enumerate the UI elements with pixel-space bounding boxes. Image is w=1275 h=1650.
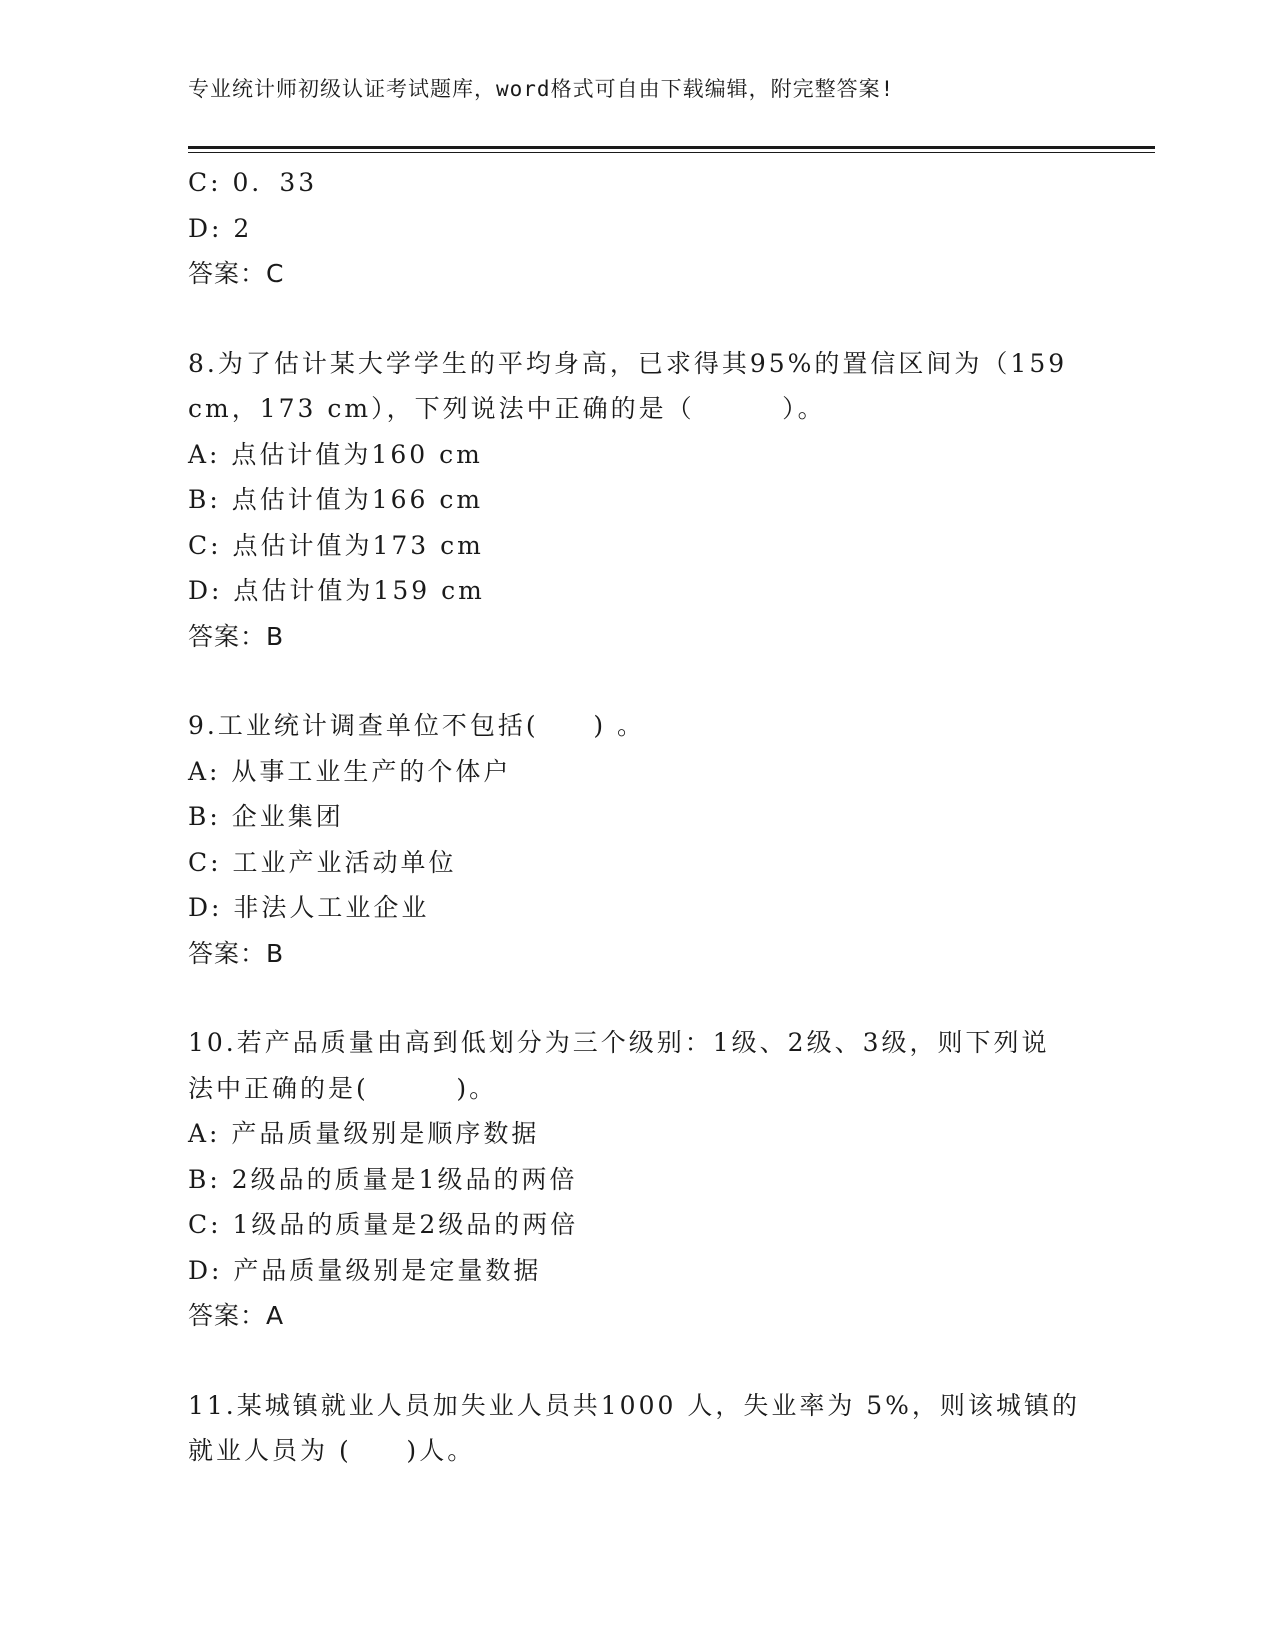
option-c: C: 1级品的质量是2级品的两倍 bbox=[188, 1210, 579, 1239]
answer-line: 答案：B bbox=[188, 938, 285, 968]
block-spacer bbox=[188, 659, 1148, 703]
question-block-8 bbox=[188, 341, 1148, 660]
question-text-cont: cm，173 cm），下列说法中正确的是（ ）。 bbox=[188, 394, 826, 423]
page-header: 专业统计师初级认证考试题库，word格式可自由下载编辑，附完整答案! bbox=[188, 77, 895, 101]
question-block-7 bbox=[188, 160, 1148, 297]
question-text-cont: 就业人员为 ( )人。 bbox=[188, 1436, 476, 1465]
option-a: A: 产品质量级别是顺序数据 bbox=[188, 1119, 540, 1148]
option-d: D: 点估计值为159 cm bbox=[188, 576, 485, 605]
question-text-cont: 法中正确的是( )。 bbox=[188, 1073, 498, 1103]
answer-line: 答案：C bbox=[188, 259, 285, 288]
option-b: B: 企业集团 bbox=[188, 802, 344, 831]
answer-line: 答案：A bbox=[188, 1301, 285, 1330]
block-spacer bbox=[188, 976, 1148, 1020]
question-block-11 bbox=[188, 1383, 1148, 1474]
option-c: C: 工业产业活动单位 bbox=[188, 847, 457, 877]
option-d: D: 2 bbox=[188, 213, 253, 243]
header-rule-thin bbox=[188, 152, 1155, 153]
option-a: A: 点估计值为160 cm bbox=[188, 439, 483, 469]
question-text: 9.工业统计调查单位不包括( ) 。 bbox=[188, 711, 646, 740]
option-a: A: 从事工业生产的个体户 bbox=[188, 756, 512, 786]
option-d: D: 非法人工业企业 bbox=[188, 893, 430, 922]
option-c: C: 0．33 bbox=[188, 168, 318, 197]
option-c: C: 点估计值为173 cm bbox=[188, 530, 484, 560]
header-rule-thick bbox=[188, 146, 1155, 149]
answer-line: 答案：B bbox=[188, 621, 285, 651]
option-d: D: 产品质量级别是定量数据 bbox=[188, 1255, 542, 1285]
question-text: 8.为了估计某大学学生的平均身高，已求得其95%的置信区间为（159 bbox=[188, 348, 1068, 378]
question-text: 10.若产品质量由高到低划分为三个级别：1级、2级、3级，则下列说 bbox=[188, 1028, 1050, 1057]
option-b: B: 2级品的质量是1级品的两倍 bbox=[188, 1164, 578, 1194]
question-block-10 bbox=[188, 1020, 1148, 1339]
question-text: 11.某城镇就业人员加失业人员共1000 人，失业率为 5%，则该城镇的 bbox=[188, 1390, 1080, 1420]
question-content bbox=[188, 160, 1148, 1474]
block-spacer bbox=[188, 297, 1148, 341]
question-block-9 bbox=[188, 703, 1148, 976]
block-spacer bbox=[188, 1339, 1148, 1383]
option-b: B: 点估计值为166 cm bbox=[188, 485, 484, 514]
